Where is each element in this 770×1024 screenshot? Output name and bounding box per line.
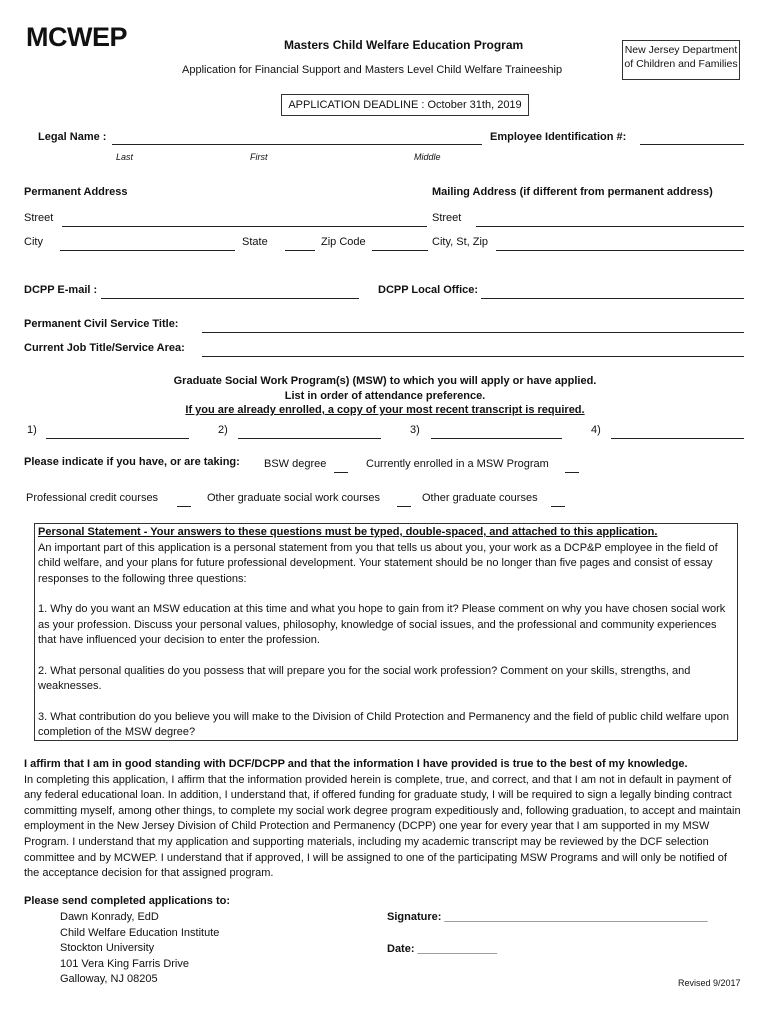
affirmation-body: In completing this application, I affirm that the information provided herein is complete, true, and correct, and that I am not in default in payment of any federal educational loan. In addition, I understand that, if offered funding for graduate study, I will be required to sign a legally binding contract committing myself, among other things, to complete my social work degree program expeditiously and, following graduation, to accept and maintain employment in the New Jersey Division of Child Protection and Permanency (DCPP) one year for every year that I am supported in my MSW Program. I understand that my application and supporting materials, including my academic transcript may be reviewed by the DCF selection committee and by MCWEP. I understand that if approved, I will be assigned to one of the participating MSW Programs and will only be notified of the acceptance decision for that assigned program.	[24, 773, 741, 880]
other-sw-label: Other graduate social work courses	[207, 492, 381, 504]
programs-line-3: If you are already enrolled, a copy of your most recent transcript is required.	[185, 404, 585, 416]
deadline-box: APPLICATION DEADLINE : October 31th, 2019	[281, 94, 529, 116]
send-heading: Please send completed applications to:	[24, 895, 230, 907]
email-field[interactable]	[101, 298, 359, 299]
mailing-city-label: City, St, Zip	[432, 236, 489, 248]
employee-id-label: Employee Identification #:	[490, 131, 627, 143]
permanent-address-heading: Permanent Address	[24, 186, 128, 198]
statement-intro: An important part of this application is a personal statement from you that tells us about you, your work as a DCP&P employee in the field of child welfare, and your plans for future professional development. Your statement should be no longer than five pages and consist of essay responses to the following three questions:	[38, 541, 718, 585]
program-4-field[interactable]	[611, 438, 744, 439]
local-office-field[interactable]	[481, 298, 744, 299]
agency-box	[622, 40, 740, 80]
job-title-label: Current Job Title/Service Area:	[24, 342, 185, 354]
program-4-number: 4)	[591, 424, 601, 436]
legal-name-field[interactable]	[112, 144, 482, 145]
prof-credit-label: Professional credit courses	[26, 492, 159, 504]
legal-name-label: Legal Name :	[38, 131, 107, 143]
street-label: Street	[24, 212, 54, 224]
programs-instructions	[0, 374, 770, 418]
program-3-number: 3)	[410, 424, 420, 436]
civil-title-label: Permanent Civil Service Title:	[24, 318, 179, 330]
zip-field[interactable]	[372, 250, 428, 251]
agency-line-2: of Children and Families	[624, 58, 738, 70]
address-line-3: Stockton University	[60, 942, 155, 955]
address-line-4: 101 Vera King Farris Drive	[60, 957, 189, 970]
civil-title-field[interactable]	[202, 332, 744, 333]
mailing-city-field[interactable]	[496, 250, 744, 251]
program-2-number: 2)	[218, 424, 228, 436]
programs-line-1: Graduate Social Work Program(s) (MSW) to which you will apply or have applied.	[173, 375, 597, 387]
prof-credit-checkbox[interactable]	[177, 506, 191, 507]
zip-label: Zip Code	[321, 236, 366, 248]
taking-label: Please indicate if you have, or are taking:	[24, 456, 240, 468]
mailing-street-label: Street	[432, 212, 462, 224]
program-1-number: 1)	[27, 424, 37, 436]
street-field[interactable]	[62, 226, 427, 227]
mailing-address-heading: Mailing Address (if different from permanent address)	[432, 186, 713, 198]
statement-question-2: 2. What personal qualities do you possess that will prepare you for the social work profession? Comment on your skills, strengths, and weaknesses.	[38, 664, 691, 692]
signature-field[interactable]: Signature: ___________________________________________	[387, 911, 708, 923]
mailing-street-field[interactable]	[476, 226, 744, 227]
last-name-caption: Last	[116, 152, 134, 162]
logo: MCWEP	[26, 22, 127, 52]
program-1-field[interactable]	[46, 438, 189, 439]
msw-enrolled-checkbox[interactable]	[565, 472, 579, 473]
address-line-2: Child Welfare Education Institute	[60, 926, 220, 939]
program-3-field[interactable]	[431, 438, 562, 439]
bsw-checkbox[interactable]	[334, 472, 348, 473]
mailing-address	[60, 910, 219, 988]
address-line-1: Dawn Konrady, EdD	[60, 911, 159, 923]
address-line-5: Galloway, NJ 08205	[60, 973, 158, 986]
statement-heading: Personal Statement - Your answers to these questions must be typed, double-spaced, and attached to this application.	[38, 526, 658, 538]
city-field[interactable]	[60, 250, 235, 251]
affirmation	[24, 757, 744, 882]
state-label: State	[242, 236, 268, 248]
job-title-field[interactable]	[202, 356, 744, 357]
local-office-label: DCPP Local Office:	[378, 284, 479, 296]
statement-question-3: 3. What contribution do you believe you will make to the Division of Child Protection and Permanency and the field of public child welfare upon completion of the MSW degree?	[38, 710, 729, 738]
revised-note: Revised 9/2017	[678, 978, 741, 988]
state-field[interactable]	[285, 250, 315, 251]
affirmation-bold: I affirm that I am in good standing with DCF/DCPP and that the information I have provided is true to the best of my knowledge.	[24, 758, 688, 770]
statement-question-1: 1. Why do you want an MSW education at this time and what you hope to gain from it? Please comment on why you have chosen social work as your profession. Discuss your personal values, philosophy, knowledge of social issues, and the professional and community experiences that have influenced your decision to enter the profession.	[38, 603, 726, 646]
middle-name-caption: Middle	[414, 152, 441, 162]
agency-line-1: New Jersey Department	[624, 44, 738, 56]
other-sw-checkbox[interactable]	[397, 506, 411, 507]
program-title: Masters Child Welfare Education Program	[284, 38, 524, 52]
email-label: DCPP E-mail :	[24, 284, 98, 296]
date-field[interactable]: Date: _____________	[387, 943, 498, 955]
city-label: City	[24, 236, 43, 248]
other-grad-checkbox[interactable]	[551, 506, 565, 507]
programs-line-2: List in order of attendance preference.	[284, 389, 486, 402]
msw-enrolled-label: Currently enrolled in a MSW Program	[366, 458, 549, 470]
personal-statement-box	[34, 523, 738, 741]
program-subtitle: Application for Financial Support and Masters Level Child Welfare Traineeship	[182, 64, 563, 76]
employee-id-field[interactable]	[640, 144, 744, 145]
bsw-label: BSW degree	[264, 458, 327, 470]
program-2-field[interactable]	[238, 438, 381, 439]
first-name-caption: First	[250, 152, 268, 162]
other-grad-label: Other graduate courses	[422, 492, 538, 504]
